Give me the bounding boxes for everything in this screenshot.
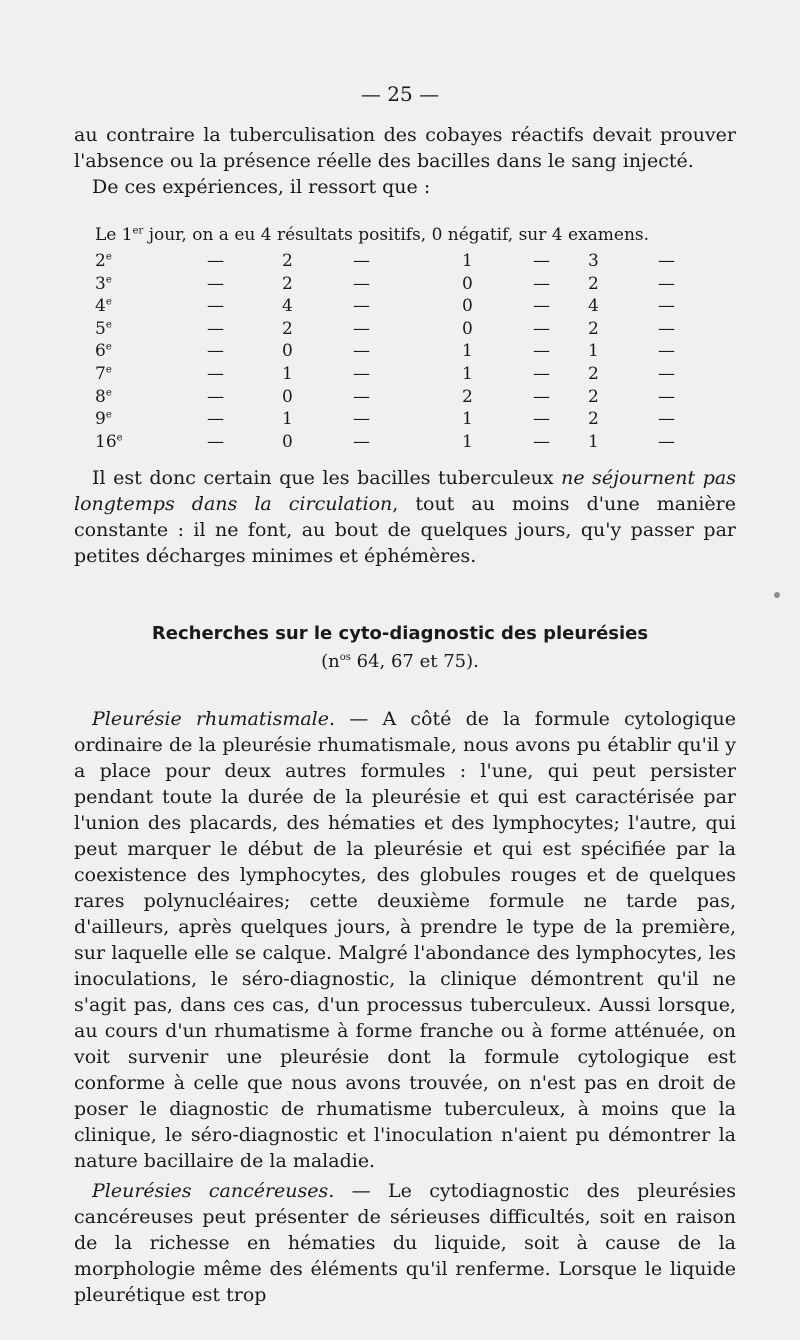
result-dash: —	[658, 273, 675, 294]
result-day: 6e	[95, 341, 112, 362]
paragraph-rheumatic	[74, 706, 736, 1174]
result-positive: 2	[282, 273, 293, 294]
result-dash: —	[658, 341, 675, 362]
result-dash: —	[207, 273, 224, 294]
result-dash: —	[353, 431, 370, 452]
result-dash: —	[207, 296, 224, 317]
result-negative: 0	[462, 296, 473, 317]
result-dash: —	[353, 273, 370, 294]
result-exams: 2	[588, 386, 599, 407]
intro-text	[74, 122, 736, 200]
result-exams: 2	[588, 273, 599, 294]
result-dash: —	[533, 318, 550, 339]
result-negative: 1	[462, 251, 473, 271]
result-dash: —	[207, 318, 224, 339]
result-exams: 1	[588, 431, 599, 452]
result-dash: —	[658, 386, 675, 407]
result-exams: 4	[588, 296, 599, 317]
result-dash: —	[533, 386, 550, 407]
result-row	[95, 341, 695, 364]
result-row	[95, 432, 695, 455]
page-number: — 25 —	[360, 82, 440, 106]
result-dash: —	[207, 341, 224, 362]
intro-paragraph-lead: De ces expériences, il ressort que :	[92, 176, 431, 198]
result-dash: —	[207, 386, 224, 407]
result-dash: —	[207, 409, 224, 430]
result-dash: —	[533, 251, 550, 271]
section-title: Recherches sur le cyto-diagnostic des pleurésies	[151, 623, 649, 644]
results-table	[95, 225, 695, 454]
result-day: 16e	[95, 431, 123, 452]
result-dash: —	[533, 341, 550, 362]
result-day: 3e	[95, 273, 112, 294]
paragraph-rheumatic-text: — A côté de la formule cytologique ordinaire de la pleurésie rhumatismale, nous avons pu établir qu'il y a place pour deux autres formules : l'une, qui peut persister pendant toute la durée de la pleurésie et qui est caractérisée par l'union des placards, des hématies et des lymphocytes; l'autre, qui peut marquer le début de la pleurésie et qui est spécifiée par la coexistence des lymphocytes, des globules rouges et de quelques rares polynucléaires; cette deuxième formule ne tarde pas, d'ailleurs, après quelques jours, à prendre le type de la première, sur laquelle elle se calque. Malgré l'abondance des lymphocytes, les inoculations, le séro-diagnostic, la clinique démontrent qu'il ne s'agit pas, dans ces cas, d'un processus tuberculeux. Aussi lorsque, au cours d'un rhumatisme à forme franche ou à forme atténuée, on voit survenir une pleurésie dont la formule cytologique est conforme à celle que nous avons trouvée, on n'est pas en droit de poser le diagnostic de rhumatisme tuberculeux, à moins que la clinique, le séro-diagnostic et l'inoculation n'aient pu démontrer la nature bacillaire de la maladie.	[74, 708, 736, 1172]
result-negative: 1	[462, 409, 473, 430]
result-positive: 2	[282, 251, 293, 271]
result-row	[95, 364, 695, 387]
result-dash: —	[658, 363, 675, 384]
result-dash: —	[207, 431, 224, 452]
conclusion-paragraph	[74, 465, 736, 569]
result-day: 7e	[95, 363, 112, 384]
result-row	[95, 319, 695, 342]
result-day: 4e	[95, 296, 112, 317]
result-dash: —	[658, 318, 675, 339]
result-positive: 0	[282, 341, 293, 362]
result-negative: 1	[462, 363, 473, 384]
section-body	[74, 706, 736, 1308]
intro-paragraph-continuation: au contraire la tuberculisation des cobayes réactifs devait prouver l'absence ou la présence réelle des bacilles dans le sang injecté.	[74, 124, 736, 172]
result-negative: 1	[462, 431, 473, 452]
result-dash: —	[533, 409, 550, 430]
paragraph-cancerous	[74, 1178, 736, 1308]
section-subtitle: ($n^{os}$ 64, 67 et 75).	[321, 651, 479, 672]
result-positive: 0	[282, 386, 293, 407]
result-row	[95, 251, 695, 274]
result-dash: —	[353, 386, 370, 407]
result-exams: 2	[588, 363, 599, 384]
result-row	[95, 387, 695, 410]
paragraph-cancerous-heading: Pleurésies cancéreuses.	[92, 1180, 335, 1202]
result-dash: —	[207, 251, 224, 271]
result-dash: —	[353, 296, 370, 317]
first-row-prefix: Le	[95, 225, 117, 245]
result-day: 8e	[95, 386, 112, 407]
result-row	[95, 274, 695, 297]
paragraph-rheumatic-heading: Pleurésie rhumatismale.	[92, 708, 336, 730]
result-dash: —	[658, 431, 675, 452]
result-dash: —	[658, 251, 675, 271]
result-day: 9e	[95, 409, 112, 430]
first-row-text: jour, on a eu 4 résultats positifs, 0 négatif, sur 4 examens.	[148, 225, 650, 245]
result-dash: —	[353, 363, 370, 384]
result-dash: —	[353, 318, 370, 339]
results-first-row	[95, 225, 695, 251]
result-negative: 0	[462, 273, 473, 294]
result-exams: 1	[588, 341, 599, 362]
result-dash: —	[533, 296, 550, 317]
result-dash: —	[533, 363, 550, 384]
result-positive: 4	[282, 296, 293, 317]
result-dash: —	[658, 409, 675, 430]
result-positive: 1	[282, 363, 293, 384]
result-dash: —	[533, 431, 550, 452]
result-exams: 3	[588, 251, 599, 271]
result-dash: —	[353, 409, 370, 430]
result-negative: 0	[462, 318, 473, 339]
result-dash: —	[533, 273, 550, 294]
result-row	[95, 409, 695, 432]
result-dash: —	[207, 363, 224, 384]
conclusion-part-2: , tout au moins d'une manière constante : il ne font, au bout de quelques jours, qu'y passer par petites décharges minimes et éphémères.	[74, 493, 736, 567]
result-negative: 2	[462, 386, 473, 407]
result-positive: 0	[282, 431, 293, 452]
result-exams: 2	[588, 409, 599, 430]
result-dash: —	[658, 296, 675, 317]
result-day: 2e	[95, 251, 112, 271]
result-negative: 1	[462, 341, 473, 362]
scan-speck	[774, 592, 780, 598]
result-row	[95, 296, 695, 319]
result-exams: 2	[588, 318, 599, 339]
conclusion-italic-phrase: ne séjournent pas longtemps dans la circulation	[74, 467, 736, 515]
result-dash: —	[353, 251, 370, 271]
result-positive: 2	[282, 318, 293, 339]
result-positive: 1	[282, 409, 293, 430]
result-day: 5e	[95, 318, 112, 339]
first-row-day: 1er	[121, 225, 144, 245]
result-dash: —	[353, 341, 370, 362]
paragraph-cancerous-text: — Le cytodiagnostic des pleurésies cancéreuses peut présenter de sérieuses difficultés, soit en raison de la richesse en hématies du liquide, soit à cause de la morphologie même des éléments qu'il renferme. Lorsque le liquide pleurétique est trop	[74, 1180, 737, 1306]
conclusion-part-1: Il est donc certain que les bacilles tuberculeux	[92, 467, 562, 489]
